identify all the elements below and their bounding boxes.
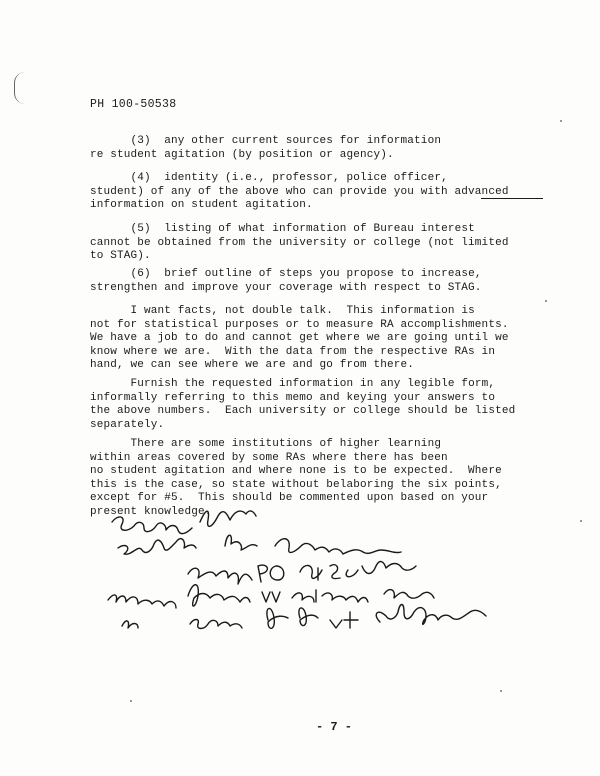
paragraph-furnish: Furnish the requested information in any legible form, informally referring to this memo and keying your answers to the above numbers. Each university or college should be listed separately.: [90, 378, 516, 431]
file-number: PH 100-50538: [90, 98, 177, 111]
margin-bracket-mark: [14, 72, 25, 104]
copy-speck: [580, 520, 582, 522]
paragraph-facts: I want facts, not double talk. This information is not for statistical purposes or to measure RA accomplishments. We have a job to do and cannot get where we are going until we know where we are. With the data from the respective RAs in hand, we can see where we are and go from there.: [90, 305, 509, 371]
paragraph-3: (3) any other current sources for information re student agitation (by position or agency).: [90, 135, 442, 161]
copy-speck: [545, 300, 547, 302]
page-number: - 7 -: [316, 720, 353, 734]
paragraph-5: (5) listing of what information of Bureau interest cannot be obtained from the university or college (not limited to STAG).: [90, 223, 509, 262]
copy-speck: [500, 690, 502, 692]
copy-speck: [560, 120, 562, 122]
paragraph-4: (4) identity (i.e., professor, police officer, student) of any of the above who can provide you with advanced information on student agitation.: [90, 172, 509, 211]
paragraph-institutions: There are some institutions of higher learning within areas covered by some RAs where there has been no student agitation and where none is to be expected. Where this is the case, so state without belaboring the six points, except for #5. This should be commented upon based on your present knowledge.: [90, 438, 502, 518]
paragraph-6: (6) brief outline of steps you propose to increase, strengthen and improve your coverage with respect to STAG.: [90, 268, 482, 294]
copy-speck: [130, 700, 132, 702]
advanced-underline: [481, 198, 543, 199]
